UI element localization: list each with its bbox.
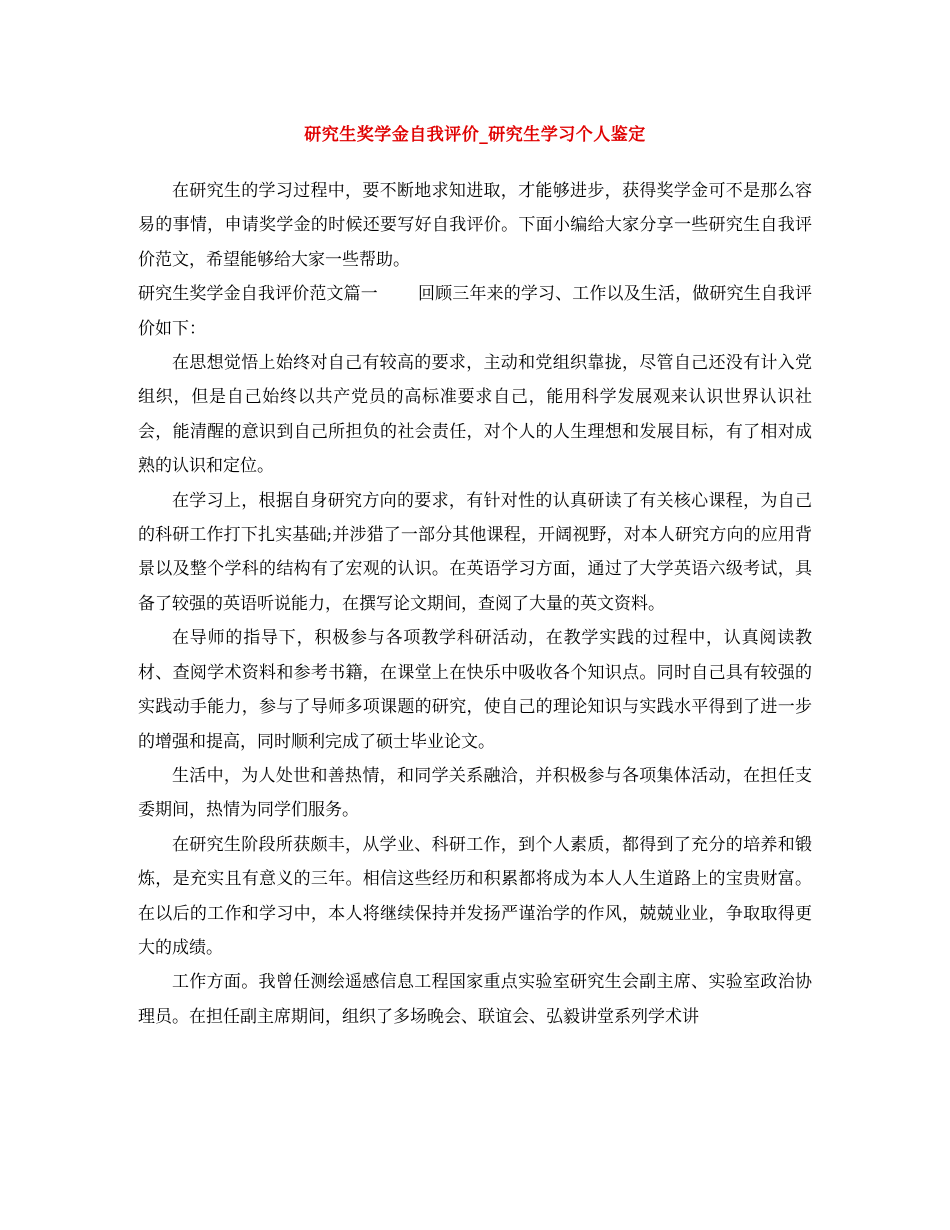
intro-paragraph: 在研究生的学习过程中，要不断地求知进取，才能够进步，获得奖学金可不是那么容易的事情，申请奖学金的时候还要写好自我评价。下面小编给大家分享一些研究生自我评价范文，希望能够给大家一些帮助。 bbox=[138, 181, 812, 270]
paragraph-ideology: 在思想觉悟上始终对自己有较高的要求，主动和党组织靠拢，尽管自己还没有计入党组织，但是自己始终以共产党员的高标准要求自己，能用科学发展观来认识世界认识社会，能清醒的意识到自己所担负的社会责任，对个人的人生理想和发展目标，有了相对成熟的认识和定位。 bbox=[138, 353, 812, 477]
section-lead: 回顾三年来的学习、工作以及生活，做研究生自我评价如下： bbox=[138, 284, 813, 339]
paragraph-summary: 在研究生阶段所获颇丰，从学业、科研工作，到个人素质，都得到了充分的培养和锻炼，是充实且有意义的三年。相信这些经历和积累都将成为本人人生道路上的宝贵财富。在以后的工作和学习中，本人将继续保持并发扬严谨治学的作风，兢兢业业，争取取得更大的成绩。 bbox=[138, 834, 812, 958]
document-title: 研究生奖学金自我评价_研究生学习个人鉴定 bbox=[304, 125, 646, 145]
section-heading-line bbox=[138, 277, 812, 346]
paragraph-study: 在学习上，根据自身研究方向的要求，有针对性的认真研读了有关核心课程，为自己的科研工作打下扎实基础;并涉猎了一部分其他课程，开阔视野，对本人研究方向的应用背景以及整个学科的结构有了宏观的认识。在英语学习方面，通过了大学英语六级考试，具备了较强的英语听说能力，在撰写论文期间，查阅了大量的英文资料。 bbox=[138, 490, 812, 614]
section-heading: 研究生奖学金自我评价范文篇一 bbox=[138, 284, 378, 305]
paragraph-research: 在导师的指导下，积极参与各项教学科研活动，在教学实践的过程中，认真阅读教材、查阅学术资料和参考书籍，在课堂上在快乐中吸收各个知识点。同时自己具有较强的实践动手能力，参与了导师多项课题的研究，使自己的理论知识与实践水平得到了进一步的增强和提高，同时顺利完成了硕士毕业论文。 bbox=[138, 628, 812, 752]
paragraph-life: 生活中，为人处世和善热情，和同学关系融洽，并积极参与各项集体活动，在担任支委期间，热情为同学们服务。 bbox=[138, 765, 812, 821]
paragraph-work: 工作方面。我曾任测绘遥感信息工程国家重点实验室研究生会副主席、实验室政治协理员。在担任副主席期间，组织了多场晚会、联谊会、弘毅讲堂系列学术讲 bbox=[138, 972, 812, 1027]
